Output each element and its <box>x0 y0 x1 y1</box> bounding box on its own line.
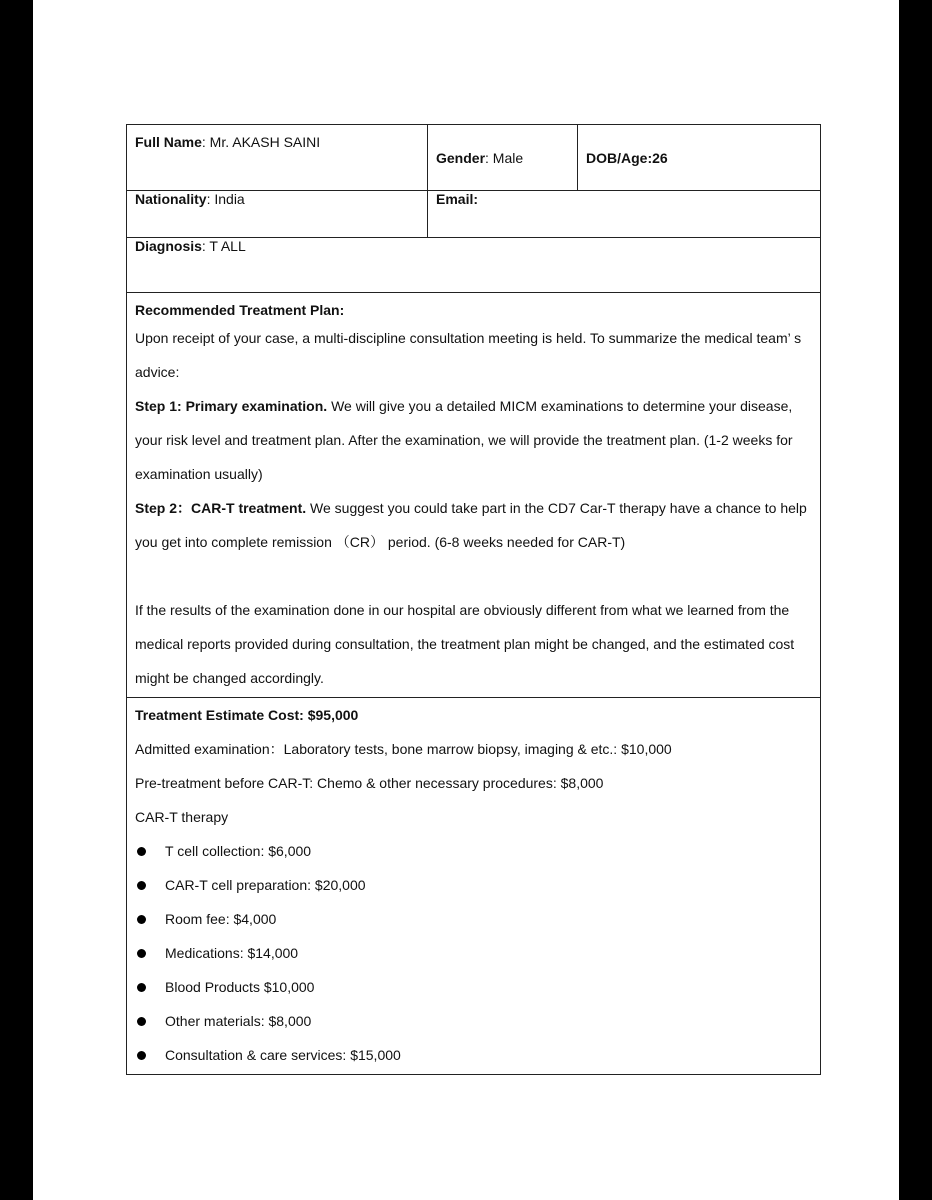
plan-note-line: might be changed accordingly. <box>135 670 324 686</box>
cost-pretreatment: Pre-treatment before CAR-T: Chemo & other necessary procedures: $8,000 <box>135 775 604 791</box>
step1-text: your risk level and treatment plan. After the examination, we will provide the treatment plan. (1-2 weeks for <box>135 432 793 448</box>
bullet-icon <box>137 949 146 958</box>
patient-info-row <box>127 125 821 191</box>
list-item <box>135 902 812 936</box>
list-item <box>135 1038 812 1072</box>
cost-item-text: Other materials: $8,000 <box>165 1013 312 1029</box>
step1-label: Step 1: Primary examination. <box>135 398 328 414</box>
step1-line <box>135 389 812 423</box>
cost-item-text: CAR-T cell preparation: $20,000 <box>165 877 366 893</box>
cost-admitted-examination: Admitted examination：Laboratory tests, bone marrow biopsy, imaging & etc.: $10,000 <box>135 741 672 757</box>
dob-age-cell <box>578 125 821 191</box>
step2-line <box>135 491 812 525</box>
cart-cost-list <box>135 834 812 1072</box>
plan-intro-line: Upon receipt of your case, a multi-discipline consultation meeting is held. To summarize the medical team’ s <box>135 330 802 346</box>
diagnosis-cell <box>127 238 821 293</box>
step1-text: examination usually) <box>135 466 263 482</box>
spacer <box>135 559 812 593</box>
plan-note-line: medical reports provided during consultation, the treatment plan might be changed, and the estimated cost <box>135 636 795 652</box>
list-item <box>135 1004 812 1038</box>
gender-value: : Male <box>485 149 524 166</box>
bullet-icon <box>137 881 146 890</box>
nationality-email-row <box>127 191 821 238</box>
step2-label: Step 2：CAR-T treatment. <box>135 500 307 516</box>
cost-item-text: Consultation & care services: $15,000 <box>165 1047 401 1063</box>
step1-text: We will give you a detailed MICM examinations to determine your disease, <box>327 398 793 414</box>
nationality-value: : India <box>206 191 245 207</box>
cost-item-text: Medications: $14,000 <box>165 945 299 961</box>
cost-item-text: T cell collection: $6,000 <box>165 843 312 859</box>
bullet-icon <box>137 915 146 924</box>
plan-intro-line: advice: <box>135 364 180 380</box>
cost-estimate-row <box>127 698 821 1075</box>
plan-note-line: If the results of the examination done in our hospital are obviously different from what we learned from the <box>135 602 790 618</box>
diagnosis-label: Diagnosis <box>135 238 202 254</box>
diagnosis-value: : T ALL <box>201 238 246 254</box>
bullet-icon <box>137 983 146 992</box>
treatment-plan-row <box>127 293 821 698</box>
diagnosis-row <box>127 238 821 293</box>
full-name-cell <box>127 125 428 191</box>
cost-item-text: Room fee: $4,000 <box>165 911 277 927</box>
patient-form-table <box>126 124 821 1075</box>
list-item <box>135 834 812 868</box>
cost-heading: Treatment Estimate Cost: $95,000 <box>135 707 359 723</box>
list-item <box>135 868 812 902</box>
treatment-plan-cell <box>127 293 821 698</box>
cost-item-text: Blood Products $10,000 <box>165 979 315 995</box>
bullet-icon <box>137 847 146 856</box>
treatment-plan-heading: Recommended Treatment Plan: <box>135 302 345 318</box>
gender-cell <box>428 125 578 191</box>
bullet-icon <box>137 1051 146 1060</box>
bullet-icon <box>137 1017 146 1026</box>
step2-text: you get into complete remission （CR） period. (6-8 weeks needed for CAR-T) <box>135 534 626 550</box>
list-item <box>135 970 812 1004</box>
full-name-label: Full Name <box>135 134 202 150</box>
dob-age-label: DOB/Age:26 <box>586 149 668 166</box>
cost-cart-therapy-label: CAR-T therapy <box>135 809 229 825</box>
document-page <box>33 0 899 1200</box>
nationality-label: Nationality <box>135 191 207 207</box>
list-item <box>135 936 812 970</box>
gender-label: Gender <box>436 149 486 166</box>
email-label: Email: <box>436 191 479 207</box>
email-cell <box>428 191 821 238</box>
cost-estimate-cell <box>127 698 821 1075</box>
full-name-value: : Mr. AKASH SAINI <box>201 134 321 150</box>
nationality-cell <box>127 191 428 238</box>
step2-text: We suggest you could take part in the CD7 Car-T therapy have a chance to help <box>306 500 807 516</box>
